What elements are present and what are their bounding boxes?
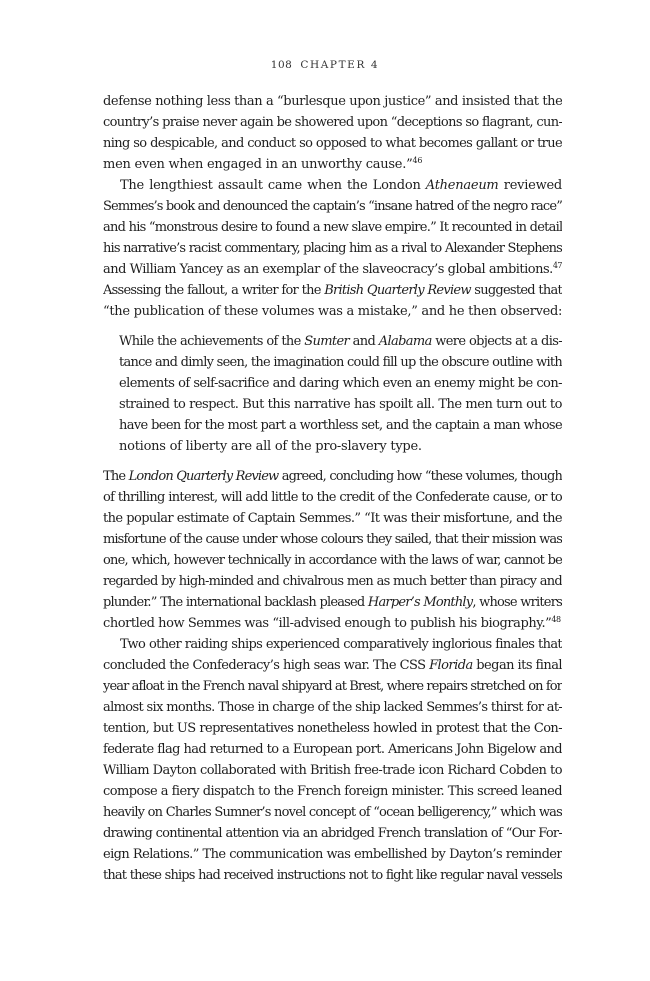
text-line: eign Relations.” The communication was embellished by Dayton’s reminder	[103, 847, 562, 862]
text-line: plunder.” The international backlash pleased Harper’s Monthly, whose writers	[103, 595, 562, 610]
text-line: ning so despicable, and conduct so opposed to what becomes gallant or true	[103, 136, 562, 151]
text-line: compose a fiery dispatch to the French foreign minister. This screed leaned	[103, 784, 562, 799]
text-line: regarded by high-minded and chivalrous men as much better than piracy and	[103, 574, 562, 589]
text-line: Semmes’s book and denounced the captain’s “insane hatred of the negro race”	[103, 199, 562, 214]
text-line: heavily on Charles Sumner’s novel concept of “ocean belligerency,” which was	[103, 805, 562, 820]
chapter-title: CHAPTER 4	[300, 59, 380, 71]
quote-line: tance and dimly seen, the imagination could fill up the obscure outline with	[119, 355, 562, 370]
quote-line: elements of self-sacrifice and daring which even an enemy might be con-	[119, 376, 562, 391]
quote-line: While the achievements of the Sumter and Alabama were objects at a dis-	[119, 334, 562, 349]
text-line: one, which, however technically in accordance with the laws of war, cannot be	[103, 553, 562, 568]
quote-line: strained to respect. But this narrative has spoilt all. The men turn out to	[119, 397, 562, 412]
text-line: Two other raiding ships experienced comparatively inglorious finales that	[120, 637, 562, 652]
text-line: Assessing the fallout, a writer for the British Quarterly Review suggested that	[103, 283, 562, 298]
footnote-ref: 46	[412, 156, 423, 165]
footnote-ref: 47	[552, 261, 562, 270]
text-line: drawing continental attention via an abridged French translation of “Our For-	[103, 826, 562, 841]
footnote-ref: 48	[551, 615, 561, 624]
text-line: “the publication of these volumes was a mistake,” and he then observed:	[103, 304, 562, 319]
text-line: of thrilling interest, will add little to the credit of the Confederate cause, or to	[103, 490, 562, 505]
block-quote	[119, 331, 562, 457]
text-line: and William Yancey as an exemplar of the slaveocracy’s global ambitions.$^{47}$	[103, 261, 562, 277]
text-line: and his “monstrous desire to found a new slave empire.” It recounted in detail	[103, 220, 562, 235]
text-line: chortled how Semmes was “ill-advised enough to publish his biography.”$^{48}$	[103, 615, 561, 631]
quote-line: notions of liberty are all of the pro-slavery type.	[119, 439, 422, 454]
text-line: William Dayton collaborated with British free-trade icon Richard Cobden to	[103, 763, 562, 778]
text-line: that these ships had received instructions not to fight like regular naval vessels	[103, 868, 562, 883]
text-line: The London Quarterly Review agreed, concluding how “these volumes, though	[103, 469, 562, 484]
text-line: concluded the Confederacy’s high seas war. The CSS Florida began its final	[103, 658, 562, 673]
text-line: his narrative’s racist commentary, placing him as a rival to Alexander Stephens	[103, 241, 562, 256]
text-line: the popular estimate of Captain Semmes.” “It was their misfortune, and the	[103, 511, 562, 526]
text-line: year afloat in the French naval shipyard at Brest, where repairs stretched on for	[103, 679, 562, 694]
text-line: tention, but US representatives nonetheless howled in protest that the Con-	[103, 721, 562, 736]
text-line: The lengthiest assault came when the London Athenaeum reviewed	[120, 178, 562, 193]
page-number: 108	[270, 59, 293, 71]
quote-line: have been for the most part a worthless set, and the captain a man whose	[119, 418, 562, 433]
text-line: almost six months. Those in charge of the ship lacked Semmes’s thirst for at-	[103, 700, 562, 715]
running-head	[0, 59, 650, 71]
text-line: misfortune of the cause under whose colours they sailed, that their mission was	[103, 532, 562, 547]
text-line: country’s praise never again be showered upon “deceptions so flagrant, cun-	[103, 115, 562, 130]
text-line: federate flag had returned to a European port. Americans John Bigelow and	[103, 742, 562, 757]
text-line: men even when engaged in an unworthy cause.”$^{46}$	[103, 156, 423, 172]
text-line: defense nothing less than a “burlesque upon justice” and insisted that the	[103, 94, 562, 109]
body-text	[103, 91, 562, 886]
